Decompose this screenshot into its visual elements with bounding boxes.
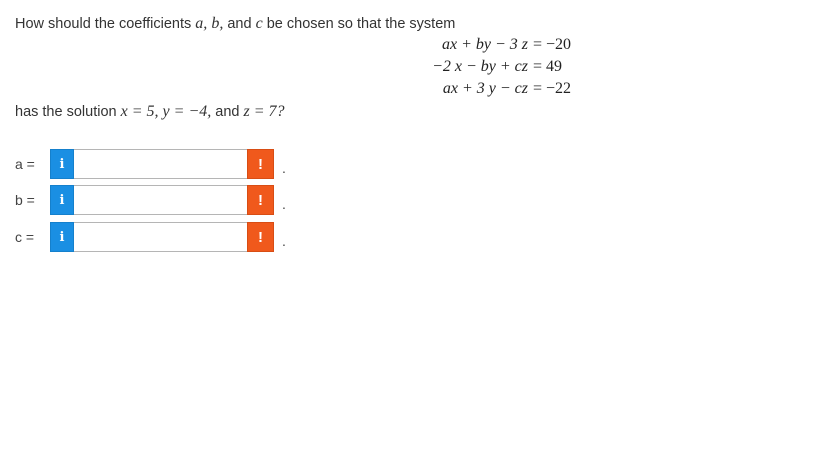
answer-label-b xyxy=(15,192,50,208)
var-b: b, xyxy=(211,15,224,32)
answer-label-c xyxy=(15,229,50,245)
equation-rhs: = −22 xyxy=(533,80,572,97)
solution-text xyxy=(15,102,285,122)
answer-trail: . xyxy=(282,233,286,249)
solution-z: z = 7? xyxy=(243,103,285,120)
equation-row xyxy=(390,36,570,58)
question-text xyxy=(15,14,455,34)
question-and: and xyxy=(227,16,252,32)
question-suffix: be chosen so that the system xyxy=(266,16,456,32)
warning-icon[interactable]: ! xyxy=(247,149,274,179)
answer-row-b xyxy=(15,184,286,216)
info-icon[interactable]: i xyxy=(50,149,74,179)
warning-icon[interactable]: ! xyxy=(247,185,274,215)
question-prefix: How should the coefficients xyxy=(15,16,192,32)
equation-lhs: −2 x − by + cz xyxy=(432,58,528,75)
equation-lhs: ax + 3 y − cz xyxy=(442,80,528,97)
equation-row xyxy=(390,58,570,80)
info-icon[interactable]: i xyxy=(50,222,74,252)
answer-label-text: b = xyxy=(15,192,35,208)
info-icon[interactable]: i xyxy=(50,185,74,215)
answer-trail: . xyxy=(282,160,286,176)
solution-y: y = −4, xyxy=(162,103,212,120)
answer-label-text: a = xyxy=(15,156,35,172)
equation-rhs: = −20 xyxy=(533,36,572,53)
var-a: a, xyxy=(195,15,208,32)
answer-label-a xyxy=(15,156,50,172)
answer-row-a xyxy=(15,148,286,180)
var-c: c xyxy=(255,15,263,32)
solution-prefix: has the solution xyxy=(15,104,117,120)
warning-icon[interactable]: ! xyxy=(247,222,274,252)
answer-input-a[interactable] xyxy=(74,149,247,179)
equation-system xyxy=(390,36,570,102)
answer-input-b[interactable] xyxy=(74,185,247,215)
answer-row-c xyxy=(15,221,286,253)
equation-rhs: = 49 xyxy=(533,58,563,75)
answer-input-c[interactable] xyxy=(74,222,247,252)
equation-row xyxy=(390,80,570,102)
answer-trail: . xyxy=(282,196,286,212)
solution-x: x = 5, xyxy=(120,103,159,120)
equation-lhs: ax + by − 3 z xyxy=(441,36,528,53)
solution-and: and xyxy=(215,104,240,120)
answer-label-text: c = xyxy=(15,229,35,245)
